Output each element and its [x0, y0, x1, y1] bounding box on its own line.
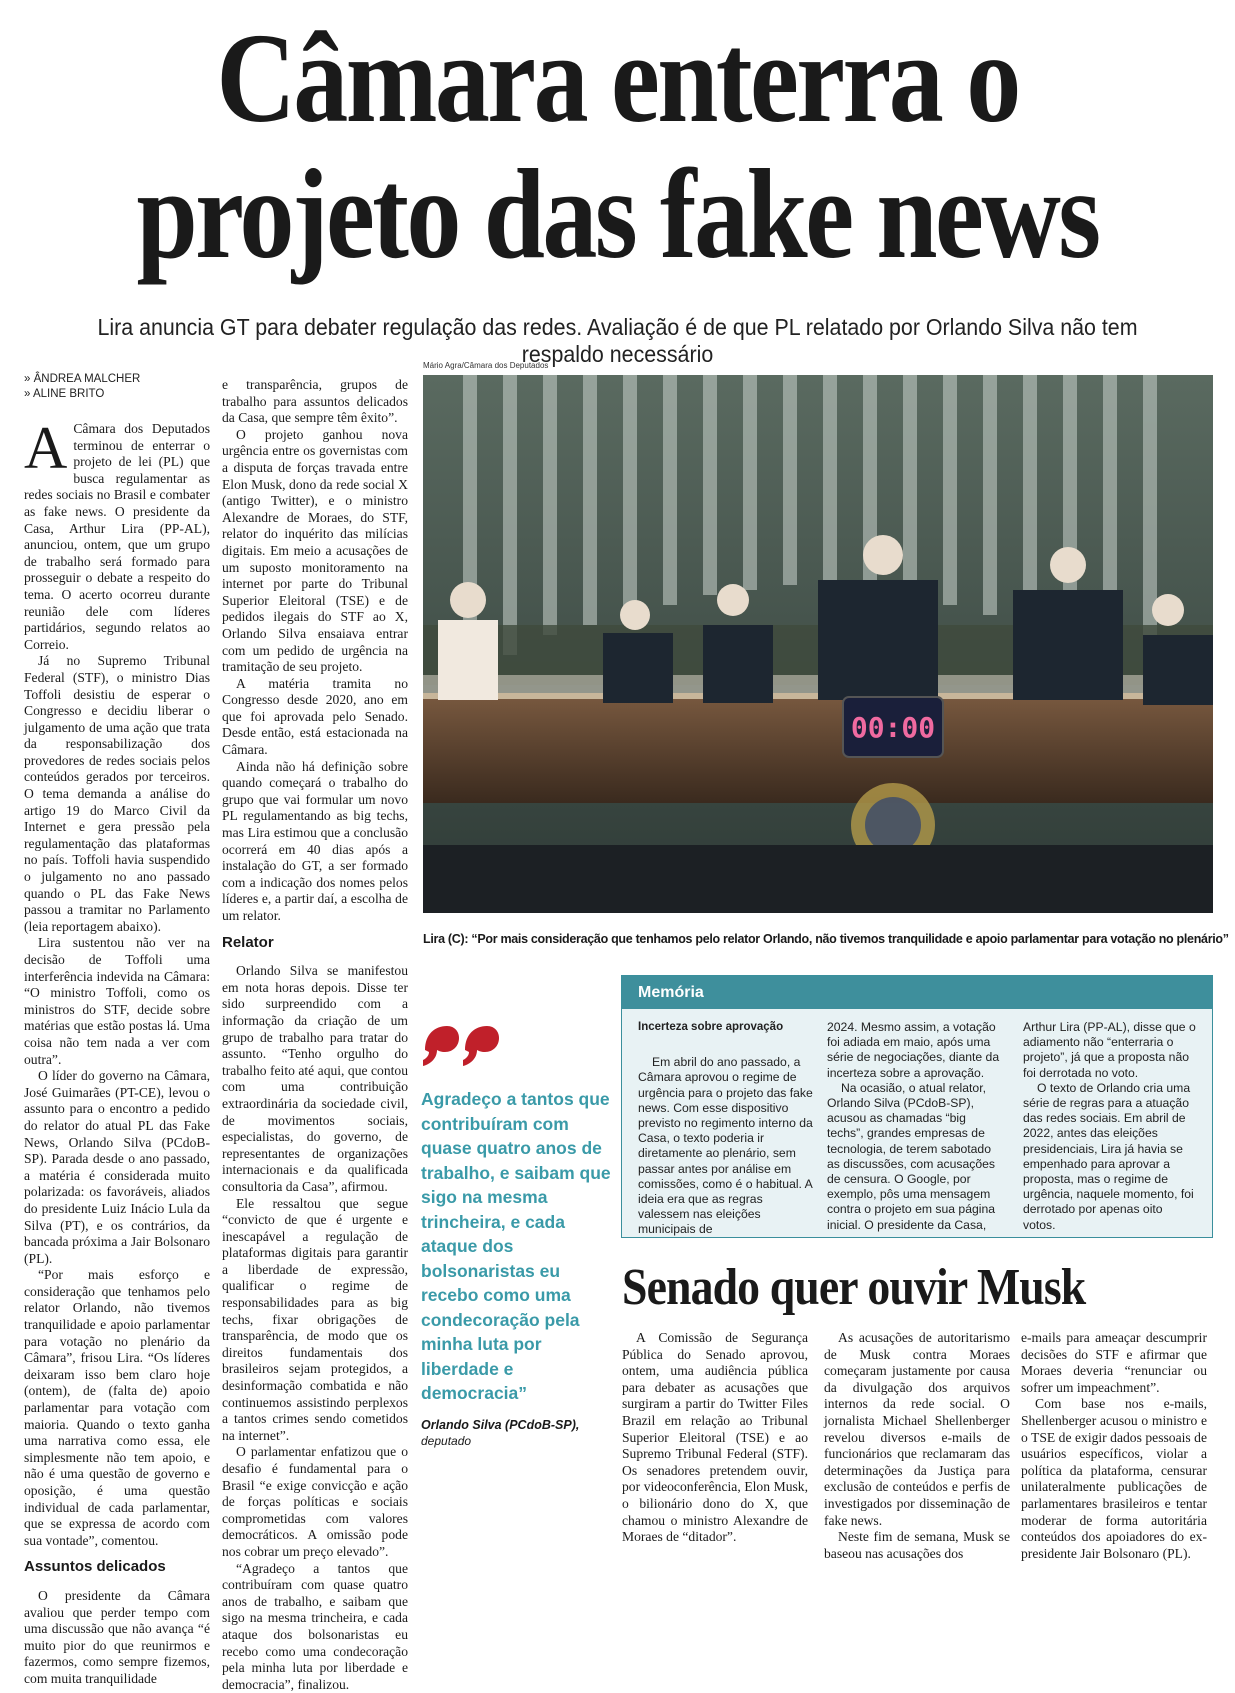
quote-author: Orlando Silva (PCdoB-SP),	[421, 1417, 580, 1432]
senado-column-1	[622, 1330, 808, 1570]
article-paragraph: O líder do governo na Câmara, José Guimarães (PT-CE), levou o assunto para o encontro a pedido do relator do atual PL das Fake News, Orlando Silva (PCdoB-SP). Parada desde o ano passado, a matéria é considerada muito polarizada: os favoráveis, aliados do presidente Luiz Inácio Lula da Silva (PT), e os contrários, da bancada próxima a Jair Bolsonaro (PL).	[24, 1068, 210, 1266]
article-paragraph: “Por mais esforço e consideração que tenhamos pelo relator Orlando, não tivemos tranquilidade e apoio parlamentar para votação no plenário da Câmara”, frisou Lira. “Os líderes deixaram isso bem claro hoje (ontem), de (falta de) apoio parlamentar para votação com maioria. Quando o texto ganha uma narrativa como essa, ele simplesmente não tem apoio, e não é uma questão de governo e oposição, é uma questão individual de cada parlamentar, que se expressa de acordo com sua vontade”, comentou.	[24, 1267, 210, 1548]
memoria-column-2	[827, 1020, 1002, 1233]
article-paragraph: A Câmara dos Deputados terminou de enterrar o projeto de lei (PL) que busca regulamentar as redes sociais no Brasil e combater as fake news. O presidente da Casa, Arthur Lira (PP-AL), anunciou, ontem, que um grupo de trabalho será formado para prosseguir o debate a respeito do tema. O acerto ocorreu durante reunião dele com líderes partidários, segundo relatos ao Correio.	[24, 415, 210, 652]
photo-credit: Mário Agra/Câmara dos Deputados	[423, 361, 549, 370]
plenary-photo-illustration	[423, 375, 1213, 913]
article-paragraph: Ainda não há definição sobre quando começará o trabalho do grupo que vai formular um novo PL regulamentando as big techs, mas Lira estimou que a conclusão ocorrerá em 40 dias após a instalação do GT, a ser formado com a indicação dos nomes pelos líderes e, a partir daí, a escolha de um relator.	[222, 758, 408, 923]
quote-marks-icon	[421, 1022, 501, 1070]
headline-line-2: projeto das fake news	[136, 143, 1099, 285]
dropcap: A	[24, 415, 68, 481]
headline-line-1: Câmara enterra o	[216, 7, 1019, 149]
memoria-paragraph: Arthur Lira (PP-AL), disse que o adiamento não “enterraria o projeto”, já que a proposta não foi derrotada no voto.	[1023, 1020, 1196, 1080]
article-column-2	[222, 377, 408, 1692]
memoria-header	[622, 976, 1212, 1009]
deck: Lira anuncia GT para debater regulação das redes. Avaliação é de que PL relatado por Orlando Silva não tem respaldo necessário	[97, 314, 1138, 367]
senado-paragraph: Com base nos e-mails, Shellenberger acusou o ministro e o TSE de exigir dados pessoais de usuários específicos, violar a política da plataforma, censurar unilateralmente publicações de parlamentares brasileiros e tentar moderar de forma autoritária conteúdos dos apoiadores do ex-presidente Jair Bolsonaro (PL).	[1021, 1396, 1207, 1561]
subhead-relator: Relator	[222, 933, 274, 951]
quote-role: deputado	[421, 1433, 472, 1448]
senado-column-3	[1021, 1330, 1207, 1570]
pull-quote	[421, 1022, 613, 1448]
memoria-paragraph: Em abril do ano passado, a Câmara aprovou o regime de urgência para o projeto das fake news. Com esse dispositivo previsto no regimento interno da Casa, o texto poderia ir diretamente ao plenário, sem passar antes por análise em comissões, como é o habitual. A ideia era que as regras valessem nas eleições municipais de	[638, 1055, 813, 1237]
memoria-paragraph: O texto de Orlando cria uma série de regras para a atuação das redes sociais. Em abril de 2022, antes das eleições presidenciais, Lira já havia se empenhado para aprovar a proposta, mas o regime de urgência, naquele momento, foi derrotado por apenas oito votos.	[1023, 1080, 1194, 1232]
article-paragraph: Já no Supremo Tribunal Federal (STF), o ministro Dias Toffoli desistiu de esperar o Congresso e decidiu liberar o julgamento de uma ação que trata da responsabilização dos provedores de redes sociais pelos conteúdos gerados por terceiros. O tema demanda a análise do artigo 19 do Marco Civil da Internet e gera pressão pela regulamentação das plataformas no país. Toffoli havia suspendido o julgamento no ano passado quando o PL das Fake News passou a tramitar no Parlamento (leia reportagem abaixo).	[24, 653, 210, 934]
memoria-body	[638, 1020, 1204, 1237]
byline-author-2: » ALINE BRITO	[24, 388, 105, 400]
memoria-box	[621, 975, 1213, 1238]
subhead-assuntos-delicados: Assuntos delicados	[24, 1558, 166, 1576]
article-paragraph: A matéria tramita no Congresso desde 2020, ano em que foi aprovada pelo Senado. Desde então, está estacionada na Câmara.	[222, 675, 408, 758]
memoria-label: Memória	[638, 984, 704, 1001]
senado-headline: Senado quer ouvir Musk	[622, 1259, 1086, 1316]
photo-caption: Lira (C): “Por mais consideração que tenhamos pelo relator Orlando, não tivemos tranquilidade e apoio parlamentar para votação no plenário”	[423, 932, 1229, 946]
senado-paragraph: A Comissão de Segurança Pública do Senado aprovou, ontem, uma audiência pública para debater as acusações que surgiram a partir do Twitter Files Brazil em relação ao Tribunal Superior Eleitoral (TSE) e ao Supremo Tribunal Federal (STF). Os senadores pretendem ouvir, por videoconferência, Elon Musk, o bilionário dono do X, que chamou o ministro Alexandre de Moraes de “ditador”.	[622, 1330, 808, 1545]
article-paragraph: “Agradeço a tantos que contribuíram com quase quatro anos de trabalho, e saibam que sigo na mesma trincheira, e cada ataque dos bolsonaristas eu recebo como uma condecoração pela minha luta por liberdade e democracia”, finalizou.	[222, 1560, 408, 1692]
senado-paragraph: e-mails para ameaçar descumprir decisões do STF e afirmar que Moraes deveria “renunciar ou sofrer um impeachment”.	[1021, 1330, 1207, 1395]
senado-column-2	[824, 1330, 1010, 1570]
byline-author-1: » ÂNDREA MALCHER	[24, 373, 141, 385]
article-paragraph: O projeto ganhou nova urgência entre os governistas com a disputa de forças travada entre Elon Musk, dono da rede social X (antigo Twitter), e o ministro Alexandre de Moraes, do STF, relator do inquérito das milícias digitais. Em meio a acusações de um suposto monitoramento na internet por parte do Tribunal Superior Eleitoral (TSE) e de pedidos ilegais do STF ao X, Orlando Silva ensaiava entrar com um pedido de urgência na tramitação de seu projeto.	[222, 426, 408, 675]
timer-display: 00:00	[850, 711, 936, 744]
memoria-title: Incerteza sobre aprovação	[638, 1021, 784, 1033]
article-paragraph: Ele ressaltou que segue “convicto de que é urgente e inescapável a regulação de plataformas digitais para garantir a liberdade de expressão, qualificar o regime de responsabilidades para as big techs, fixar obrigações de transparência, de modo que os direitos fundamentais dos brasileiros sejam protegidos, a desinformação combatida e não continuemos assistindo perplexos a tantos crimes sendo cometidos na internet”.	[222, 1195, 408, 1443]
byline	[24, 372, 140, 402]
senado-paragraph: Neste fim de semana, Musk se baseou nas acusações dos	[824, 1529, 1010, 1561]
memoria-paragraph: Na ocasião, o atual relator, Orlando Silva (PCdoB-SP), acusou as chamadas “big techs”, grandes empresas de tecnologia, de terem sabotado as discussões, com acusações de censura. O Google, por exemplo, pôs uma mensagem contra o projeto em sua página inicial. O presidente da Casa,	[827, 1080, 996, 1232]
memoria-paragraph: 2024. Mesmo assim, a votação foi adiada em maio, após uma série de negociações, diante da incerteza sobre a aprovação.	[827, 1020, 1000, 1080]
article-paragraph: e transparência, grupos de trabalho para assuntos delicados da Casa, que sempre têm êxito”.	[222, 377, 408, 426]
article-column-1	[24, 415, 210, 1686]
memoria-column-1	[638, 1020, 813, 1238]
article-paragraph: Lira sustentou não ver na decisão de Toffoli uma interferência indevida na Câmara: “O ministro Toffoli, como os ministros do STF, decide sobre matérias que estão postas lá. Uma coisa não tem nada a ver com outra”.	[24, 935, 210, 1067]
memoria-column-3	[1023, 1020, 1198, 1233]
article-paragraph: O presidente da Câmara avaliou que perder tempo com uma discussão que não avança “é muito pior do que reunirmos e fazermos, como sempre fizemos, com muita tranquilidade	[24, 1587, 210, 1686]
article-paragraph: O parlamentar enfatizou que o desafio é fundamental para o Brasil “e exige convicção e ação de forças políticas e sociais comprometidas com valores democráticos. A omissão pode nos cobrar um preço elevado”.	[222, 1444, 408, 1559]
quote-text: Agradeço a tantos que contribuíram com quase quatro anos de trabalho, e saibam que sigo na mesma trincheira, e cada ataque dos bolsonaristas eu recebo como uma condecoração pela minha luta por liberdade e democracia”	[421, 1089, 611, 1403]
senado-paragraph: As acusações de autoritarismo de Musk contra Moraes começaram justamente por causa da divulgação dos arquivos internos da rede social. O jornalista Michael Shellenberger revelou diversos e-mails de funcionários que reclamaram das determinações da Justiça para exclusão de conteúdos e perfis de investigados por disseminação de fake news.	[824, 1330, 1010, 1528]
plenary-photo	[423, 375, 1213, 913]
headline	[104, 7, 1132, 285]
article-paragraph: Orlando Silva se manifestou em nota horas depois. Disse ter sido surpreendido com a informação da criação de um grupo de trabalho para tratar do assunto. “Tenho orgulho do trabalho feito até aqui, que contou com uma contribuição extraordinária da sociedade civil, de movimentos sociais, especialistas, do governo, de representantes de organizações internacionais e da qualificada consultoria da Casa”, afirmou.	[222, 963, 408, 1194]
